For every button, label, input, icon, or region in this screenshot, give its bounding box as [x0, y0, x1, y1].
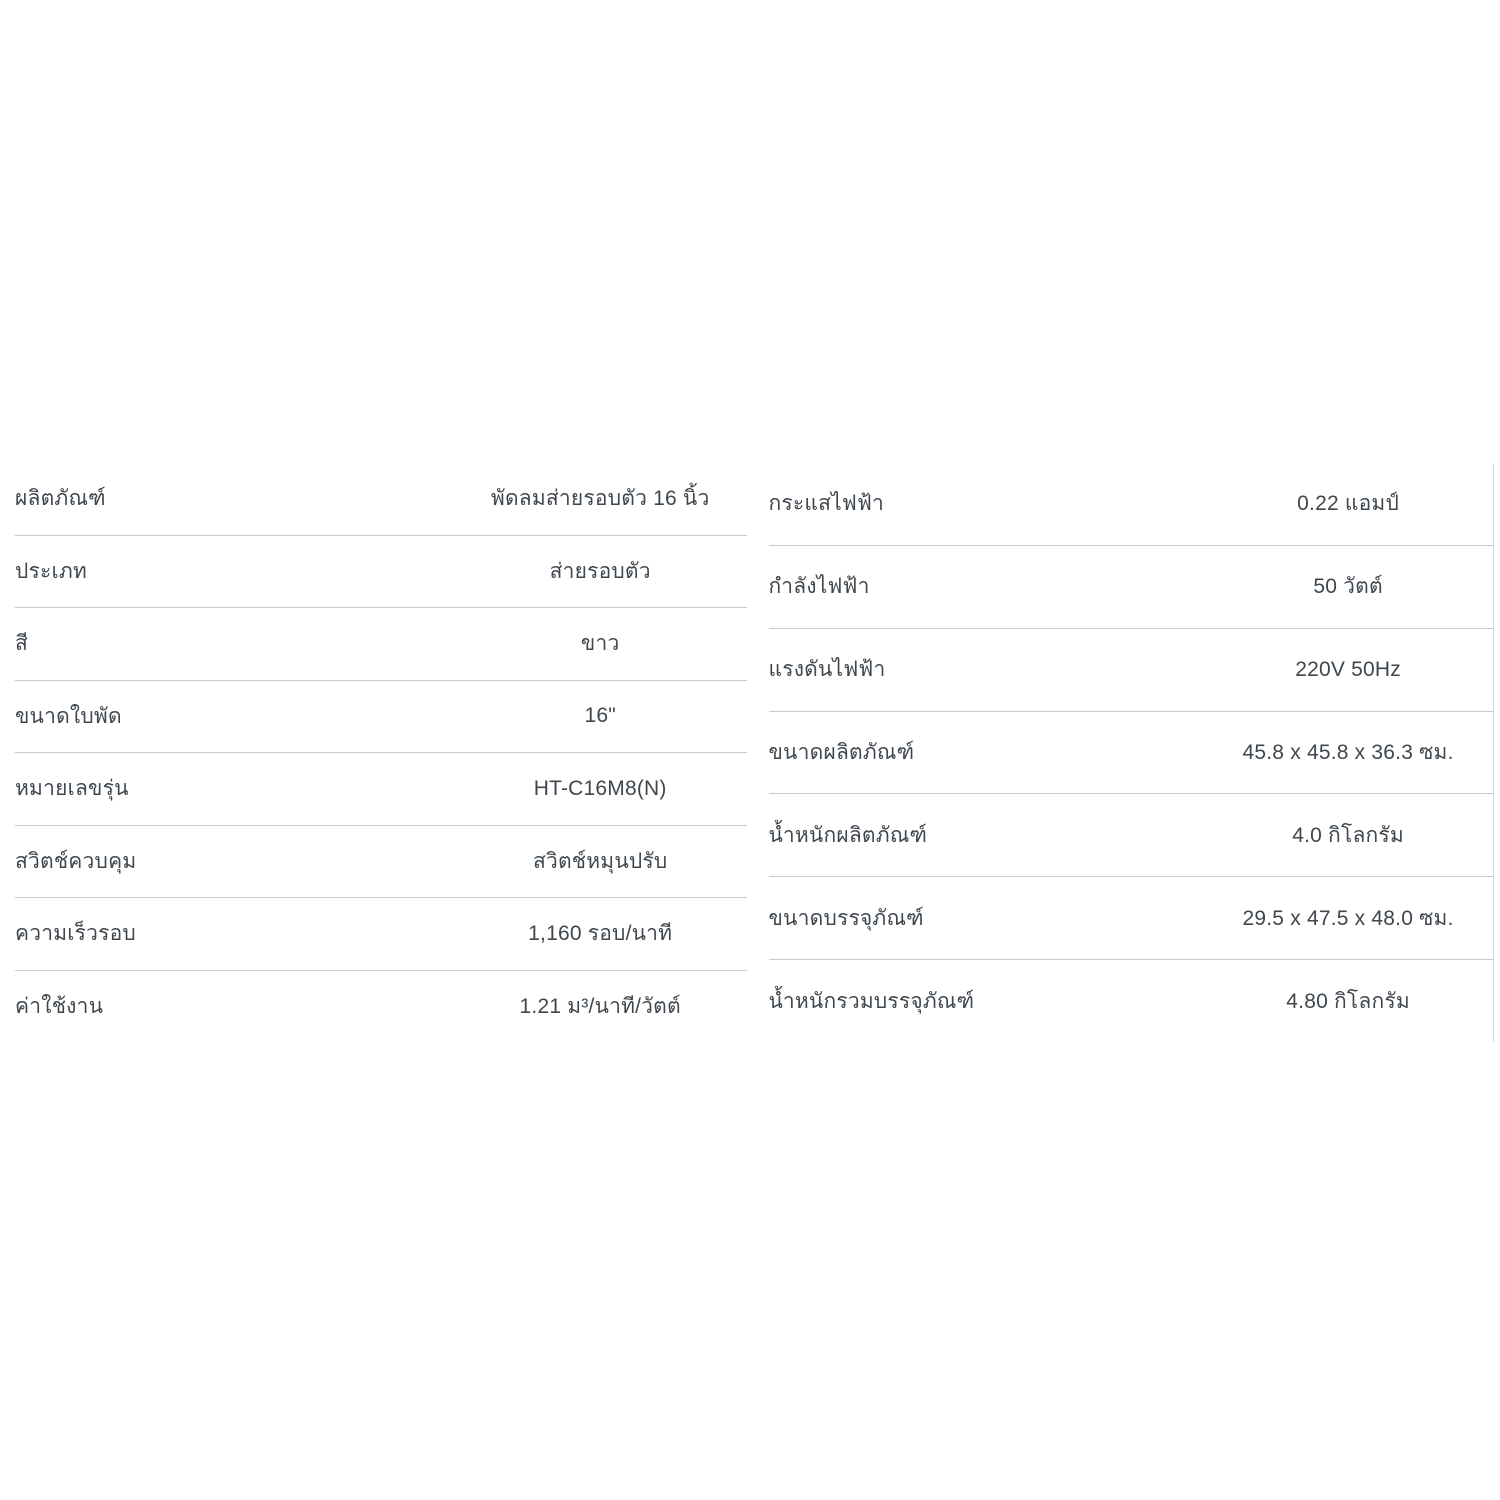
spec-label: สวิตช์ควบคุม [15, 849, 137, 873]
spec-value: 29.5 x 47.5 x 48.0 ซม. [1242, 906, 1454, 930]
spec-value: สวิตช์หมุนปรับ [532, 849, 668, 873]
spec-value: 4.0 กิโลกรัม [1292, 823, 1404, 847]
spec-label: ขนาดใบพัด [15, 704, 122, 728]
spec-value: ขาว [580, 632, 620, 656]
spec-value: ส่ายรอบตัว [549, 559, 651, 583]
spec-table-right [769, 463, 1495, 1042]
spec-value: พัดลมส่ายรอบตัว 16 นิ้ว [490, 487, 710, 511]
spec-row [15, 753, 747, 826]
spec-value: 16" [584, 704, 616, 728]
spec-label: กำลังไฟฟ้า [768, 575, 870, 599]
spec-value: HT-C16M8(N) [533, 776, 667, 800]
spec-table-left [15, 463, 747, 1042]
spec-label: หมายเลขรุ่น [15, 777, 129, 801]
column-gap [747, 463, 769, 1042]
spec-row [769, 877, 1494, 960]
spec-row [769, 629, 1494, 712]
spec-label: ความเร็วรอบ [15, 922, 136, 946]
spec-label: น้ำหนักผลิตภัณฑ์ [768, 823, 928, 847]
spec-row [15, 608, 747, 681]
spec-row [769, 794, 1494, 877]
spec-value: 4.80 กิโลกรัม [1286, 989, 1410, 1013]
spec-value: 220V 50Hz [1295, 657, 1401, 681]
spec-row [769, 546, 1494, 629]
spec-row [15, 898, 747, 971]
spec-label: ผลิตภัณฑ์ [15, 487, 106, 511]
spec-row [15, 681, 747, 754]
spec-row [769, 712, 1494, 795]
spec-label: ขนาดผลิตภัณฑ์ [768, 741, 915, 764]
spec-value: 45.8 x 45.8 x 36.3 ซม. [1242, 741, 1454, 764]
spec-label: สี [15, 632, 29, 656]
spec-label: น้ำหนักรวมบรรจุภัณฑ์ [768, 989, 975, 1013]
spec-label: ค่าใช้งาน [15, 994, 104, 1018]
spec-row [769, 960, 1494, 1042]
spec-label: ขนาดบรรจุภัณฑ์ [768, 906, 924, 930]
spec-row [15, 971, 747, 1043]
spec-row [769, 463, 1494, 546]
spec-value: 0.22 แอมป์ [1297, 492, 1399, 516]
spec-label: กระแสไฟฟ้า [768, 492, 885, 516]
spec-value: 50 วัตต์ [1313, 575, 1383, 599]
spec-label: แรงดันไฟฟ้า [768, 658, 886, 682]
spec-row [15, 826, 747, 899]
product-specs [15, 463, 1494, 1042]
spec-value: 1.21 ม³/นาที/วัตต์ [519, 994, 681, 1018]
spec-row [15, 536, 747, 609]
spec-value: 1,160 รอบ/นาที [528, 922, 673, 946]
spec-label: ประเภท [15, 559, 87, 583]
spec-row [15, 463, 747, 536]
